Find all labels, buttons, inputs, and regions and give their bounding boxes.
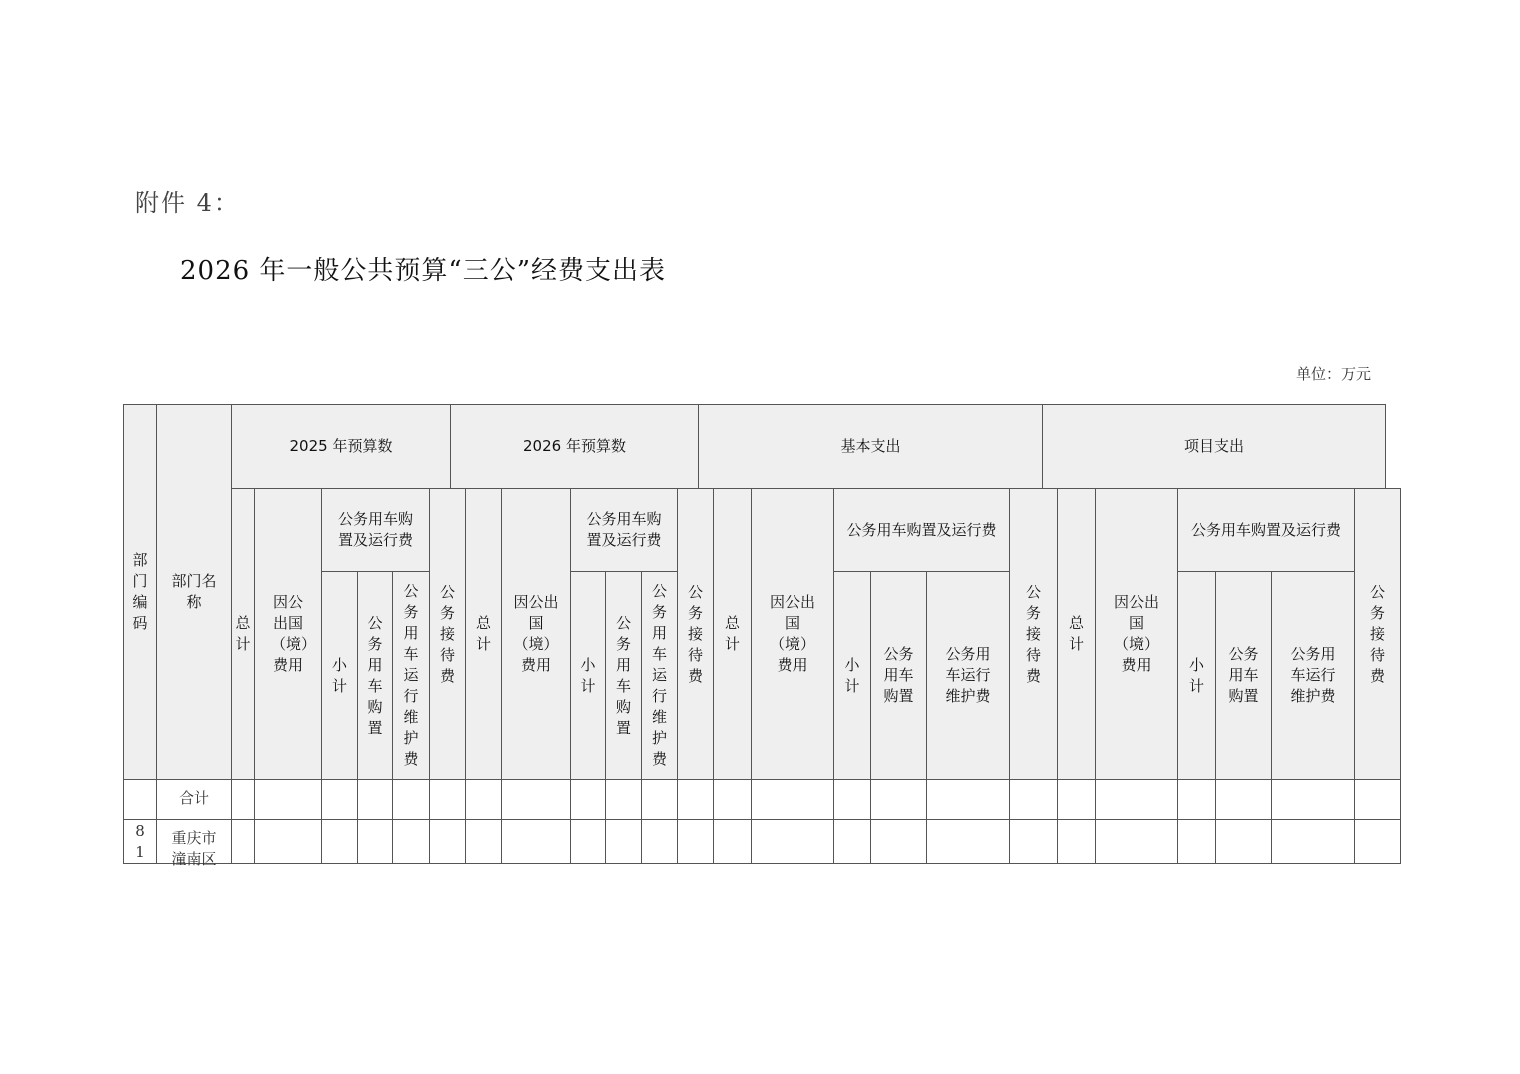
total-header-1: 总计 bbox=[231, 488, 255, 780]
table-cell bbox=[833, 819, 871, 864]
table-cell bbox=[231, 819, 255, 864]
table-cell bbox=[605, 779, 642, 820]
table-cell bbox=[357, 819, 393, 864]
table-cell bbox=[713, 819, 752, 864]
table-cell bbox=[254, 779, 322, 820]
table-cell bbox=[570, 819, 606, 864]
vehicle-group-header-2: 公务用车购置及运行费 bbox=[570, 488, 678, 572]
table-cell bbox=[1354, 819, 1401, 864]
row-dept-code bbox=[123, 779, 157, 820]
table-cell bbox=[677, 779, 714, 820]
table-cell bbox=[1271, 779, 1355, 820]
subtotal-header-4: 小计 bbox=[1177, 571, 1216, 780]
table-cell bbox=[641, 819, 678, 864]
table-cell bbox=[465, 779, 502, 820]
vehicle-group-header-1: 公务用车购置及运行费 bbox=[321, 488, 430, 572]
table-cell bbox=[501, 819, 571, 864]
abroad-expense-header-2: 因公出国（境）费用 bbox=[501, 488, 571, 780]
group-header-3: 基本支出 bbox=[698, 404, 1043, 489]
table-cell bbox=[1177, 779, 1216, 820]
table-cell bbox=[1215, 779, 1272, 820]
table-cell bbox=[357, 779, 393, 820]
vehicle-group-header-3: 公务用车购置及运行费 bbox=[833, 488, 1010, 572]
vehicle-group-header-4: 公务用车购置及运行费 bbox=[1177, 488, 1355, 572]
dept-code-header: 部门编码 bbox=[123, 404, 157, 780]
reception-expense-header-4: 公务接待费 bbox=[1354, 488, 1401, 780]
table-cell bbox=[751, 779, 834, 820]
table-cell bbox=[1215, 819, 1272, 864]
total-header-3: 总计 bbox=[713, 488, 752, 780]
vehicle-maintenance-header-3: 公务用车运行维护费 bbox=[926, 571, 1010, 780]
table-cell bbox=[392, 779, 430, 820]
table-cell bbox=[605, 819, 642, 864]
group-header-1: 2025 年预算数 bbox=[231, 404, 451, 489]
table-cell bbox=[641, 779, 678, 820]
reception-expense-header-2: 公务接待费 bbox=[677, 488, 714, 780]
vehicle-purchase-header-4: 公务用车购置 bbox=[1215, 571, 1272, 780]
table-cell bbox=[1177, 819, 1216, 864]
table-cell bbox=[465, 819, 502, 864]
table-cell bbox=[429, 819, 466, 864]
table-cell bbox=[570, 779, 606, 820]
vehicle-purchase-header-1: 公务用车购置 bbox=[357, 571, 393, 780]
unit-label: 单位：万元 bbox=[1296, 365, 1372, 383]
row-dept-name: 合计 bbox=[156, 779, 232, 820]
table-cell bbox=[1095, 779, 1178, 820]
group-header-4: 项目支出 bbox=[1042, 404, 1386, 489]
table-cell bbox=[429, 779, 466, 820]
table-cell bbox=[321, 819, 358, 864]
vehicle-purchase-header-2: 公务用车购置 bbox=[605, 571, 642, 780]
attachment-label: 附件 4： bbox=[135, 189, 240, 217]
vehicle-maintenance-header-4: 公务用车运行维护费 bbox=[1271, 571, 1355, 780]
table-cell bbox=[870, 779, 927, 820]
table-cell bbox=[1009, 819, 1058, 864]
table-cell bbox=[713, 779, 752, 820]
reception-expense-header-3: 公务接待费 bbox=[1009, 488, 1058, 780]
vehicle-purchase-header-3: 公务用车购置 bbox=[870, 571, 927, 780]
group-header-2: 2026 年预算数 bbox=[450, 404, 699, 489]
vehicle-maintenance-header-2: 公务用车运行维护费 bbox=[641, 571, 678, 780]
table-cell bbox=[833, 779, 871, 820]
total-header-4: 总计 bbox=[1057, 488, 1096, 780]
table-cell bbox=[1271, 819, 1355, 864]
table-cell bbox=[926, 779, 1010, 820]
row-dept-code: 81 bbox=[123, 819, 157, 864]
table-cell bbox=[1095, 819, 1178, 864]
abroad-expense-header-3: 因公出国（境）费用 bbox=[751, 488, 834, 780]
vehicle-maintenance-header-1: 公务用车运行维护费 bbox=[392, 571, 430, 780]
table-cell bbox=[321, 779, 358, 820]
subtotal-header-2: 小计 bbox=[570, 571, 606, 780]
table-cell bbox=[677, 819, 714, 864]
table-cell bbox=[926, 819, 1010, 864]
document-title: 2026 年一般公共预算“三公”经费支出表 bbox=[180, 256, 667, 286]
table-cell bbox=[1057, 779, 1096, 820]
table-cell bbox=[231, 779, 255, 820]
table-cell bbox=[870, 819, 927, 864]
reception-expense-header-1: 公务接待费 bbox=[429, 488, 466, 780]
table-cell bbox=[1057, 819, 1096, 864]
abroad-expense-header-4: 因公出国（境）费用 bbox=[1095, 488, 1178, 780]
table-cell bbox=[254, 819, 322, 864]
total-header-2: 总计 bbox=[465, 488, 502, 780]
table-cell bbox=[1009, 779, 1058, 820]
subtotal-header-3: 小计 bbox=[833, 571, 871, 780]
dept-name-header: 部门名称 bbox=[156, 404, 232, 780]
row-dept-name: 重庆市潼南区 bbox=[156, 819, 232, 864]
table-cell bbox=[751, 819, 834, 864]
table-cell bbox=[1354, 779, 1401, 820]
abroad-expense-header-1: 因公出国（境）费用 bbox=[254, 488, 322, 780]
table-cell bbox=[501, 779, 571, 820]
table-cell bbox=[392, 819, 430, 864]
subtotal-header-1: 小计 bbox=[321, 571, 358, 780]
